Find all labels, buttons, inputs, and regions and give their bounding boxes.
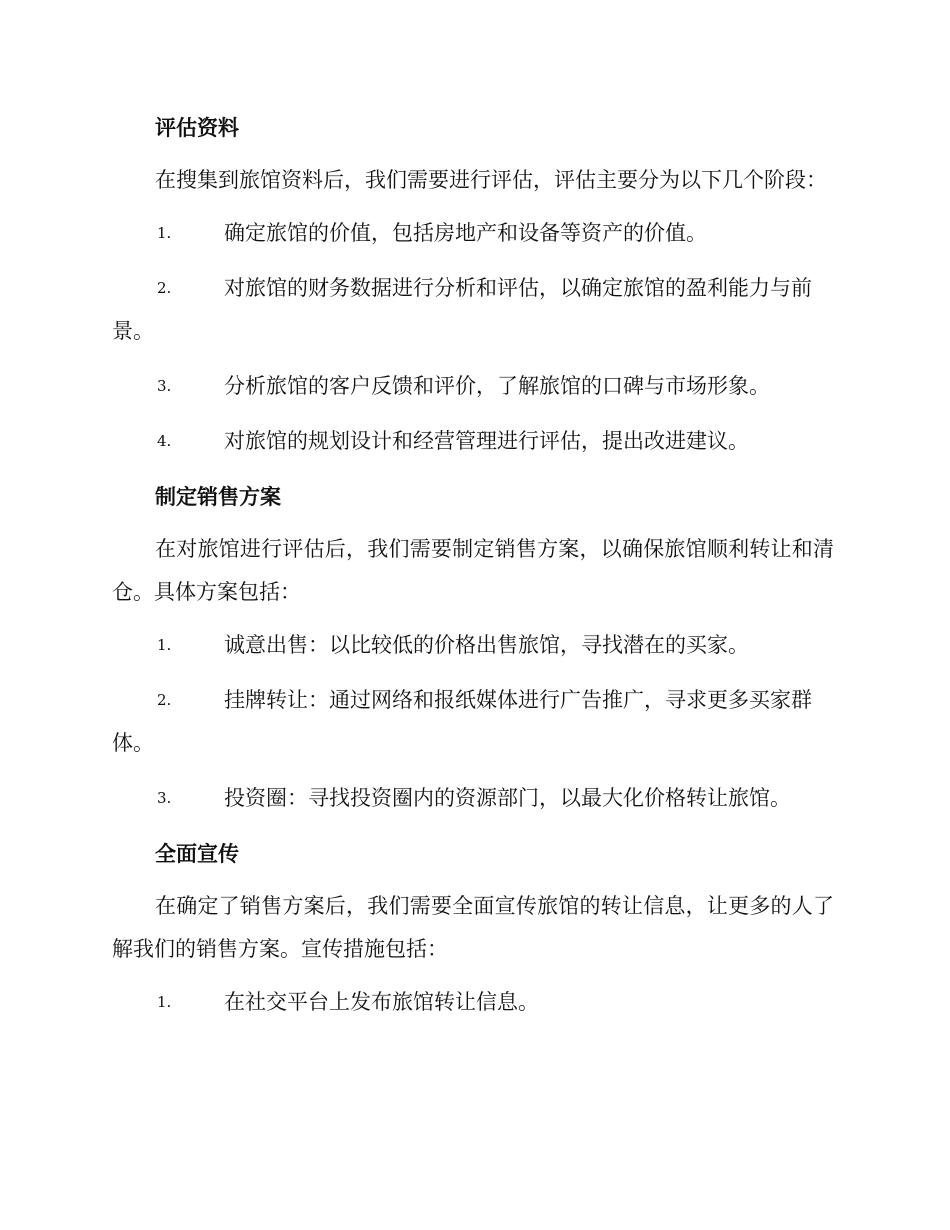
section-intro: 在对旅馆进行评估后，我们需要制定销售方案，以确保旅馆顺利转让和清仓。具体方案包括： — [112, 537, 834, 604]
document-body — [112, 106, 834, 1036]
list-text: 确定旅馆的价值，包括房地产和设备等资产的价值。 — [224, 221, 707, 245]
list-text: 对旅馆的财务数据进行分析和评估，以确定旅馆的盈利能力与前景。 — [112, 276, 812, 343]
list-number: 3. — [157, 377, 172, 395]
list-number: 1. — [157, 993, 172, 1011]
section-sales-plan — [112, 475, 834, 820]
list-text: 投资圈：寻找投资圈内的资源部门，以最大化价格转让旅馆。 — [224, 786, 791, 810]
list-item — [112, 624, 834, 667]
list-number: 2. — [157, 691, 172, 709]
numbered-list — [112, 212, 834, 463]
list-text: 诚意出售：以比较低的价格出售旅馆，寻找潜在的买家。 — [224, 633, 749, 657]
list-item — [112, 777, 834, 820]
section-title: 评估资料 — [155, 115, 239, 140]
list-text: 对旅馆的规划设计和经营管理进行评估，提出改进建议。 — [224, 429, 749, 453]
list-item — [112, 981, 834, 1024]
numbered-list — [112, 624, 834, 820]
list-number: 1. — [157, 224, 172, 242]
list-text: 分析旅馆的客户反馈和评价，了解旅馆的口碑与市场形象。 — [224, 374, 770, 398]
list-number: 4. — [157, 432, 172, 450]
list-number: 3. — [157, 789, 172, 807]
list-item — [112, 679, 834, 765]
list-text: 挂牌转让：通过网络和报纸媒体进行广告推广，寻求更多买家群体。 — [112, 688, 812, 755]
section-promotion — [112, 832, 834, 1024]
numbered-list — [112, 981, 834, 1024]
section-evaluate — [112, 106, 834, 463]
list-item — [112, 267, 834, 353]
section-title: 制定销售方案 — [155, 484, 281, 509]
list-text: 在社交平台上发布旅馆转让信息。 — [224, 990, 539, 1014]
list-number: 2. — [157, 279, 172, 297]
list-item — [112, 212, 834, 255]
list-item — [112, 420, 834, 463]
list-number: 1. — [157, 636, 172, 654]
list-item — [112, 365, 834, 408]
section-intro: 在确定了销售方案后，我们需要全面宣传旅馆的转让信息，让更多的人了解我们的销售方案。宣传措施包括： — [112, 894, 834, 961]
section-intro: 在搜集到旅馆资料后，我们需要进行评估，评估主要分为以下几个阶段： — [155, 168, 827, 192]
section-title: 全面宣传 — [155, 841, 239, 866]
